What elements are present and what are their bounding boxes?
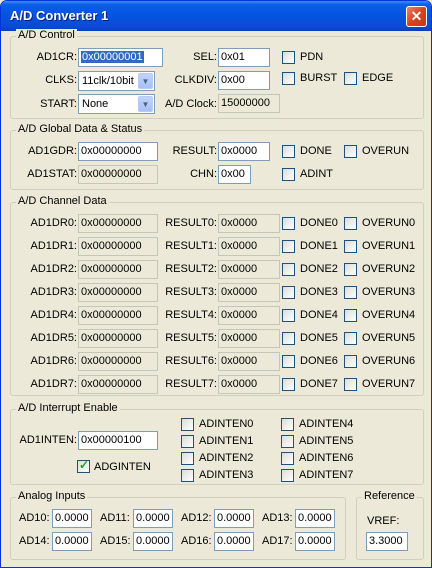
- adinten-bit-label: ADINTEN5: [299, 435, 354, 447]
- global-data-group: [10, 123, 424, 190]
- channel-result-field: 0x0000: [218, 260, 280, 279]
- channel-overun-checkbox[interactable]: [344, 332, 357, 345]
- edge-label: EDGE: [362, 72, 394, 84]
- analog-inputs-title: Analog Inputs: [18, 490, 86, 502]
- channel-dr-field: 0x00000000: [78, 237, 158, 256]
- chevron-down-icon[interactable]: ▼: [138, 73, 153, 89]
- analog-input-field[interactable]: 0.0000: [214, 532, 254, 551]
- adint-label: ADINT: [300, 168, 333, 180]
- close-icon[interactable]: ✕: [406, 6, 427, 27]
- channel-dr-field: 0x00000000: [78, 214, 158, 233]
- adinten-bit-label: ADINTEN4: [299, 418, 354, 430]
- channel-dr-label: AD1DR3:: [30, 286, 77, 298]
- channel-result-label: RESULT5:: [165, 332, 217, 344]
- adint-checkbox[interactable]: [282, 168, 295, 181]
- channel-overun-checkbox[interactable]: [344, 309, 357, 322]
- channel-dr-label: AD1DR2:: [30, 263, 77, 275]
- sel-label: SEL:: [193, 51, 217, 63]
- channel-overun-label: OVERUN4: [362, 309, 416, 321]
- channel-overun-checkbox[interactable]: [344, 378, 357, 391]
- channel-overun-label: OVERUN2: [362, 263, 416, 275]
- clks-value: 11clk/10bit: [82, 75, 134, 87]
- reference-title: Reference: [364, 490, 415, 502]
- analog-input-label: AD17:: [262, 535, 293, 547]
- window-title: A/D Converter 1: [10, 8, 109, 23]
- adinten-bit-checkbox[interactable]: [281, 469, 294, 482]
- channel-overun-checkbox[interactable]: [344, 217, 357, 230]
- analog-input-field[interactable]: 0.0000: [295, 509, 335, 528]
- ad-control-title: A/D Control: [18, 29, 75, 41]
- channel-overun-label: OVERUN7: [362, 378, 416, 390]
- channel-done-checkbox[interactable]: [282, 378, 295, 391]
- adinten-bit-checkbox[interactable]: [181, 418, 194, 431]
- result-label: RESULT:: [172, 145, 217, 157]
- ad1stat-label: AD1STAT:: [27, 168, 77, 180]
- channel-result-label: RESULT2:: [165, 263, 217, 275]
- analog-input-label: AD15:: [100, 535, 131, 547]
- channel-overun-checkbox[interactable]: [344, 240, 357, 253]
- adginten-checkbox[interactable]: [77, 460, 90, 473]
- channel-done-checkbox[interactable]: [282, 286, 295, 299]
- channel-done-label: DONE6: [300, 355, 338, 367]
- adinten-bit-checkbox[interactable]: [281, 435, 294, 448]
- channel-overun-checkbox[interactable]: [344, 263, 357, 276]
- burst-checkbox[interactable]: [282, 72, 295, 85]
- channel-overun-checkbox[interactable]: [344, 286, 357, 299]
- channel-dr-field: 0x00000000: [78, 375, 158, 394]
- analog-input-label: AD14:: [19, 535, 50, 547]
- analog-input-field[interactable]: 0.0000: [295, 532, 335, 551]
- start-value: None: [82, 98, 109, 110]
- ad1cr-field[interactable]: 0x00000001: [78, 48, 163, 67]
- chn-label: CHN:: [190, 168, 217, 180]
- adclock-field: 15000000: [218, 94, 280, 113]
- pdn-checkbox[interactable]: [282, 51, 295, 64]
- analog-input-field[interactable]: 0.0000: [52, 509, 92, 528]
- analog-input-label: AD10:: [19, 512, 50, 524]
- channel-overun-label: OVERUN6: [362, 355, 416, 367]
- channel-result-label: RESULT1:: [165, 240, 217, 252]
- interrupt-enable-group: [10, 402, 424, 485]
- channel-result-field: 0x0000: [218, 329, 280, 348]
- ad1cr-label: AD1CR:: [36, 51, 77, 63]
- overun-label: OVERUN: [362, 145, 410, 157]
- clks-dropdown[interactable]: [78, 71, 155, 91]
- adginten-label: ADGINTEN: [94, 461, 151, 473]
- ad-control-group: [10, 29, 424, 119]
- channel-dr-field: 0x00000000: [78, 283, 158, 302]
- channel-result-field: 0x0000: [218, 352, 280, 371]
- done-label: DONE: [300, 145, 332, 157]
- channel-overun-label: OVERUN1: [362, 240, 416, 252]
- done-checkbox[interactable]: [282, 145, 295, 158]
- channel-dr-label: AD1DR6:: [30, 355, 77, 367]
- analog-input-field[interactable]: 0.0000: [52, 532, 92, 551]
- analog-input-field[interactable]: 0.0000: [133, 532, 173, 551]
- channel-dr-field: 0x00000000: [78, 306, 158, 325]
- channel-dr-field: 0x00000000: [78, 260, 158, 279]
- adinten-bit-checkbox[interactable]: [281, 418, 294, 431]
- channel-dr-field: 0x00000000: [78, 352, 158, 371]
- channel-overun-label: OVERUN5: [362, 332, 416, 344]
- channel-dr-label: AD1DR1:: [30, 240, 77, 252]
- ad1stat-field: 0x00000000: [78, 165, 158, 184]
- channel-done-label: DONE1: [300, 240, 338, 252]
- channel-done-label: DONE0: [300, 217, 338, 229]
- adinten-bit-checkbox[interactable]: [181, 452, 194, 465]
- pdn-label: PDN: [300, 51, 324, 63]
- adinten-bit-checkbox[interactable]: [281, 452, 294, 465]
- analog-input-label: AD11:: [100, 512, 130, 524]
- analog-inputs-group: [10, 490, 346, 560]
- channel-dr-label: AD1DR7:: [30, 378, 77, 390]
- channel-result-field: 0x0000: [218, 283, 280, 302]
- sel-field[interactable]: 0x01: [218, 48, 270, 67]
- adinten-bit-label: ADINTEN7: [299, 469, 354, 481]
- adclock-label: A/D Clock:: [165, 98, 217, 110]
- analog-input-field[interactable]: 0.0000: [214, 509, 254, 528]
- clks-label: CLKS:: [45, 74, 77, 86]
- ad1gdr-label: AD1GDR:: [28, 145, 77, 157]
- chn-field[interactable]: 0x00: [218, 165, 251, 184]
- global-data-title: A/D Global Data & Status: [18, 123, 143, 135]
- result-field[interactable]: 0x0000: [218, 142, 270, 161]
- adinten-bit-label: ADINTEN1: [199, 435, 254, 447]
- channel-result-label: RESULT6:: [165, 355, 217, 367]
- adinten-bit-label: ADINTEN6: [299, 452, 354, 464]
- channel-dr-field: 0x00000000: [78, 329, 158, 348]
- adinten-bit-label: ADINTEN0: [199, 418, 254, 430]
- channel-result-label: RESULT3:: [165, 286, 217, 298]
- channel-done-label: DONE5: [300, 332, 338, 344]
- channel-dr-label: AD1DR4:: [30, 309, 77, 321]
- channel-result-label: RESULT4:: [165, 309, 217, 321]
- analog-input-label: AD16:: [181, 535, 212, 547]
- channel-result-label: RESULT0:: [165, 217, 217, 229]
- clkdiv-label: CLKDIV:: [174, 74, 217, 86]
- ad1gdr-field[interactable]: 0x00000000: [78, 142, 158, 161]
- vref-field[interactable]: 3.3000: [366, 532, 408, 551]
- channel-result-field: 0x0000: [218, 306, 280, 325]
- channel-done-label: DONE4: [300, 309, 338, 321]
- chevron-down-icon[interactable]: ▼: [138, 96, 153, 112]
- channel-dr-label: AD1DR0:: [30, 217, 77, 229]
- start-label: START:: [40, 98, 77, 110]
- clkdiv-field[interactable]: 0x00: [218, 71, 270, 90]
- burst-label: BURST: [300, 72, 338, 84]
- edge-checkbox[interactable]: [344, 72, 357, 85]
- reference-group: [356, 490, 424, 560]
- title-bar[interactable]: [1, 1, 431, 31]
- ad1inten-field[interactable]: 0x00000100: [78, 431, 158, 450]
- channel-overun-label: OVERUN0: [362, 217, 416, 229]
- analog-input-label: AD12:: [181, 512, 212, 524]
- channel-done-checkbox[interactable]: [282, 355, 295, 368]
- channel-result-field: 0x0000: [218, 375, 280, 394]
- analog-input-label: AD13:: [262, 512, 293, 524]
- channel-done-label: DONE2: [300, 263, 338, 275]
- start-dropdown[interactable]: [78, 94, 155, 114]
- channel-result-field: 0x0000: [218, 237, 280, 256]
- channel-done-checkbox[interactable]: [282, 332, 295, 345]
- channel-overun-label: OVERUN3: [362, 286, 416, 298]
- adinten-bit-checkbox[interactable]: [181, 469, 194, 482]
- adinten-bit-label: ADINTEN2: [199, 452, 254, 464]
- analog-input-field[interactable]: 0.0000: [133, 509, 173, 528]
- channel-done-label: DONE3: [300, 286, 338, 298]
- channel-dr-label: AD1DR5:: [30, 332, 77, 344]
- overun-checkbox[interactable]: [344, 145, 357, 158]
- channel-result-field: 0x0000: [218, 214, 280, 233]
- channel-data-group: [10, 195, 424, 396]
- channel-result-label: RESULT7:: [165, 378, 217, 390]
- channel-overun-checkbox[interactable]: [344, 355, 357, 368]
- channel-done-checkbox[interactable]: [282, 263, 295, 276]
- vref-label: VREF:: [367, 515, 400, 527]
- adinten-bit-label: ADINTEN3: [199, 469, 254, 481]
- channel-done-checkbox[interactable]: [282, 217, 295, 230]
- adinten-bit-checkbox[interactable]: [181, 435, 194, 448]
- interrupt-enable-title: A/D Interrupt Enable: [18, 402, 118, 414]
- channel-data-title: A/D Channel Data: [18, 195, 107, 207]
- channel-done-label: DONE7: [300, 378, 338, 390]
- channel-done-checkbox[interactable]: [282, 240, 295, 253]
- channel-done-checkbox[interactable]: [282, 309, 295, 322]
- ad1inten-label: AD1INTEN:: [19, 434, 77, 446]
